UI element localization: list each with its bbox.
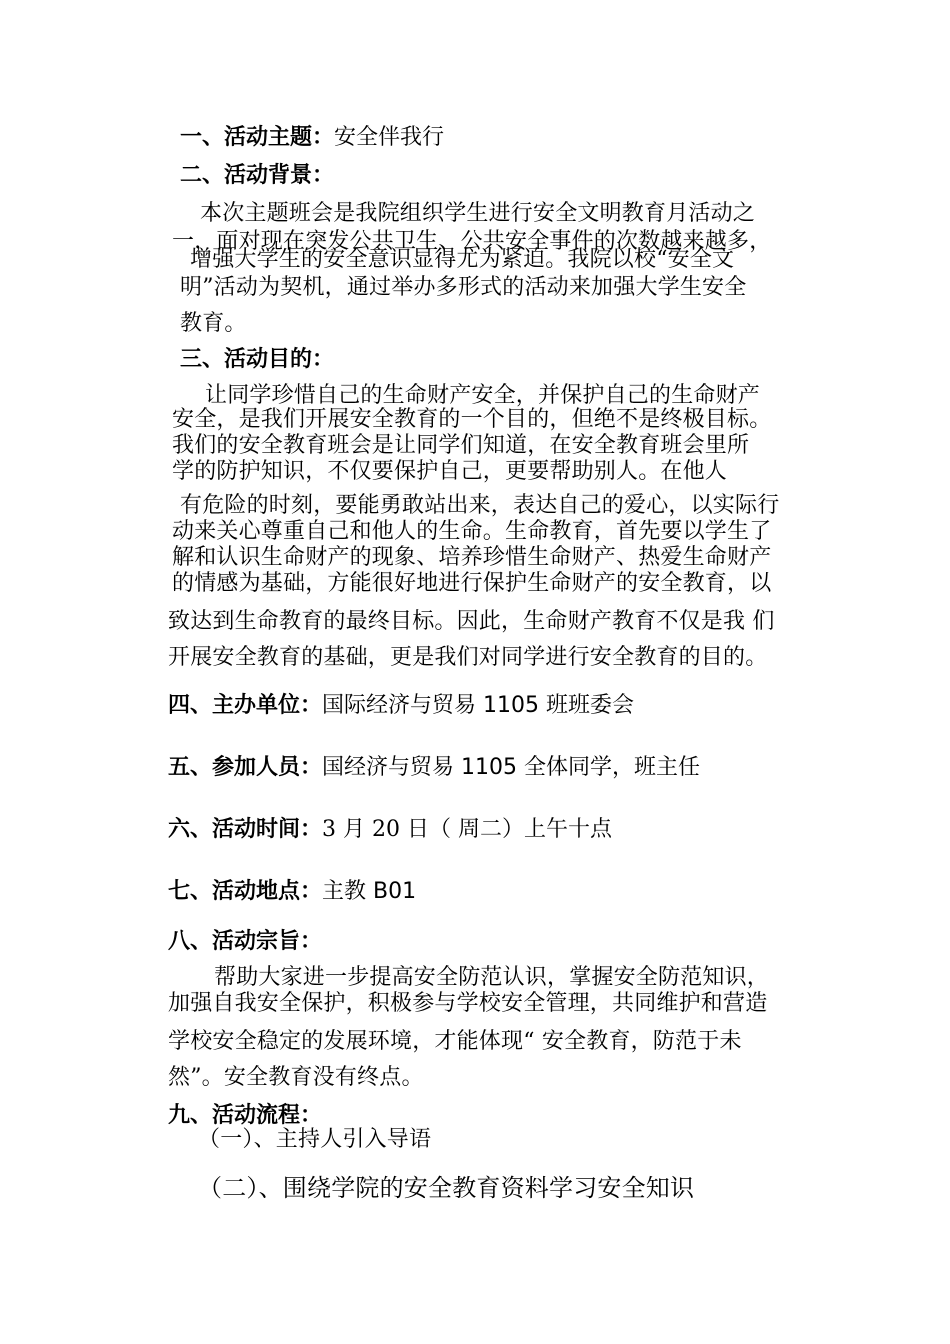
section-value: 3 月 20 日（ 周二）上午十点 [322,817,612,842]
section-organizer [168,692,634,720]
paragraph-line: 安全，是我们开展安全教育的一个目的，但绝不是终极目标。 [172,407,772,432]
paragraph-line: 加强自我安全保护，积极参与学校安全管理，共同维护和营造 [168,991,768,1016]
section-value: 国经济与贸易 1105 全体同学，班主任 [322,755,700,780]
paragraph-line: 学的防护知识，不仅要保护自己，更要帮助别人。在他人 [172,459,728,484]
section-background [180,162,334,190]
section-heading: 一、活动主题： [180,125,335,150]
section-value: 国际经济与贸易 1105 班班委会 [322,693,634,718]
list-item: （二）、围绕学院的安全教育资料学习安全知识 [198,1174,695,1202]
paragraph-line: 一，面对现在突发公共卫生、公共安全事件的次数越来越多， [172,229,772,254]
section-value: 主教 B01 [322,879,417,904]
paragraph-line: 开展安全教育的基础，更是我们对同学进行安全教育的目的。 [168,645,768,670]
paragraph-line: 解和认识生命财产的现象、培养珍惜生命财产、热爱生命财产 [172,545,772,570]
section-location [168,878,416,906]
paragraph-line: 本次主题班会是我院组织学生进行安全文明教育月活动之 [200,201,756,226]
section-theme [180,124,444,152]
section-value: 安全伴我行 [334,125,445,150]
section-heading: 五、参加人员： [168,755,323,780]
section-heading: 九、活动流程： [168,1103,323,1128]
section-heading: 三、活动目的： [180,347,335,372]
section-time [168,816,612,844]
paragraph-line: 然”。安全教育没有终点。 [168,1065,424,1090]
paragraph-line: 明”活动为契机，通过举办多形式的活动来加强大学生安全 [180,275,747,300]
paragraph-line: 学校安全稳定的发展环境，才能体现“ 安全教育，防范于未 [168,1029,742,1054]
paragraph-line: 我们的安全教育班会是让同学们知道，在安全教育班会里所 [172,433,750,458]
list-item: （一）、主持人引入导语 [198,1127,432,1152]
paragraph-line: 有危险的时刻，要能勇敢站出来，表达自己的爱心，以实际行 [180,493,780,518]
paragraph-line: 教育。 [180,311,247,336]
section-heading: 二、活动背景： [180,163,335,188]
section-purpose [180,346,334,374]
section-participants [168,754,700,782]
section-heading: 七、活动地点： [168,879,323,904]
paragraph-line: 帮助大家进一步提高安全防范认识，掌握安全防范知识， [214,965,770,990]
paragraph-line: 让同学珍惜自己的生命财产安全，并保护自己的生命财产 [205,383,761,408]
section-heading: 六、活动时间： [168,817,323,842]
paragraph-line: 增强大学生的安全意识显得尤为紧迫。我院以校“安全文 [190,247,735,272]
section-aim [168,928,322,956]
paragraph-line: 的情感为基础，方能很好地进行保护生命财产的安全教育，以 [172,571,772,596]
paragraph-line: 动来关心尊重自己和他人的生命。生命教育，首先要以学生了 [172,519,772,544]
section-heading: 四、主办单位： [168,693,323,718]
section-heading: 八、活动宗旨： [168,929,323,954]
paragraph-line: 致达到生命教育的最终目标。因此，生命财产教育不仅是我 们 [168,609,775,634]
